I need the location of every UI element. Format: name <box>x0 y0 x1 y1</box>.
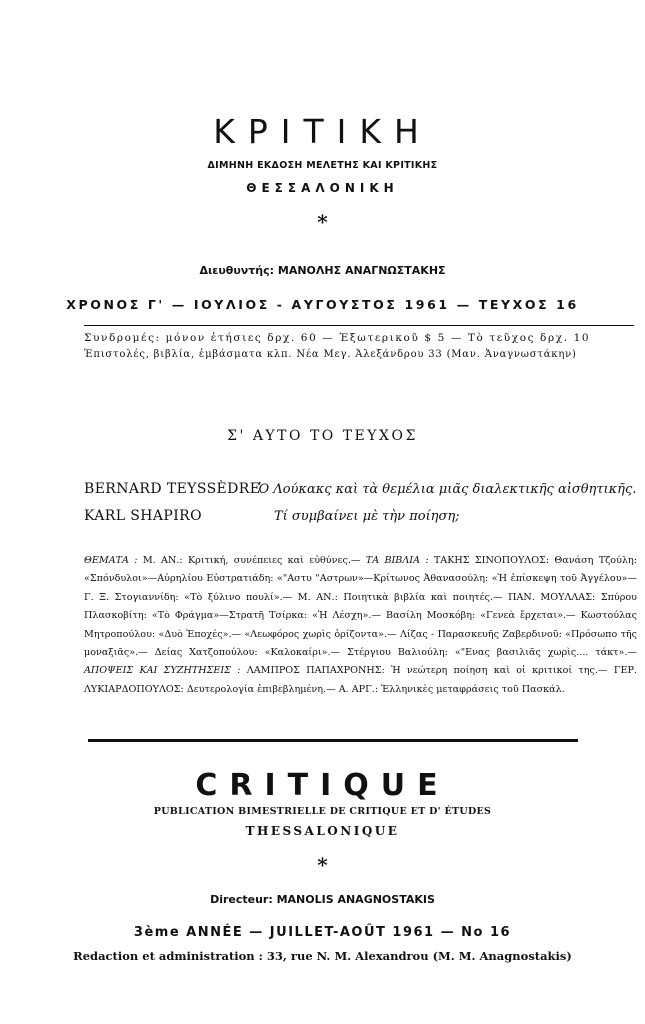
greek-director-label: Διευθυντής: <box>199 264 275 277</box>
asterisk-ornament-greek: * <box>317 210 328 234</box>
french-director-line <box>0 893 645 906</box>
article-title: Τί συμβαίνει μὲ τὴν ποίηση; <box>274 509 460 524</box>
greek-director-line <box>0 264 645 277</box>
greek-director-name: ΜΑΝΟΛΗΣ ΑΝΑΓΝΩΣΤΑΚΗΣ <box>277 264 446 277</box>
french-city: THESSALONIQUE <box>245 824 400 838</box>
french-director-label: Directeur: <box>210 893 273 906</box>
section-label-views: ΑΠΟΨΕΙΣ ΚΑΙ ΣΥΖΗΤΗΣΕΙΣ : <box>84 665 241 677</box>
books-text: ΤΑΚΗΣ ΣΙΝΟΠΟΥΛΟΣ: Θανάση Τζούλη: «Σπόνδυλοι»—Αὐρηλίου Εὐστρατιάδη: «"Αστυ "Αστρων»—Κρίτωνος Ἀθανασούλη: «Ἡ ἐπίσκεψη τοῦ Ἀγγέλου»—Γ. Ξ. Στογιαννίδη: «Τὸ ξύλινο πουλί».— Μ. ΑΝ.: Ποιητικὰ βιβλία καὶ ποιητές.— ΠΑΝ. ΜΟΥΛΛΑΣ: Σπύρου Πλασκοβίτη: «Τὸ Φράγμα»—Στρατῆ Τσίρκα: «Ἡ Λέσχη».— Βασίλη Μοσκόβη: «Γενεὰ ἔρχεται».— Κωστούλας Μητροπούλου: «Δυὸ Ἐποχές».— «Λεωφόρος χωρὶς ὁρίζοντα».— Λίζας - Παρασκευῆς Ζαβερδινοῦ: «Πρόσωπο τῆς μοναξιᾶς».— Δείας Χατζοπούλου: «Καλοκαίρι».— Στέργιου Βαλιούλη: «"Ενας βασιλιᾶς χωρὶς.... τάκτ».— <box>84 555 637 659</box>
section-label-themes: ΘΕΜΑΤΑ : <box>84 555 138 566</box>
french-subtitle: PUBLICATION BIMESTRIELLE DE CRITIQUE ET D' ÉTUDES <box>153 806 492 817</box>
greek-city: ΘΕΣΣΑΛΟΝΙΚΗ <box>246 181 399 195</box>
themes-paragraph <box>84 552 637 699</box>
greek-title: ΚΡΙΤΙΚΗ <box>213 112 432 151</box>
french-title: CRITIQUE <box>195 768 450 803</box>
contents-heading: Σ' ΑΥΤΟ ΤΟ ΤΕΥΧΟΣ <box>227 428 418 444</box>
subscriptions-line: Συνδρομές: μόνον ἐτήσιες δρχ. 60 — Ἐξωτερικοῦ $ 5 — Τὸ τεῦχος δρχ. 10 <box>84 332 591 344</box>
correspondence-line: Ἐπιστολές, βιβλία, ἐμβάσματα κλπ. Νέα Μεγ. Ἀλεξάνδρου 33 (Μαν. Ἀναγνωστάκην) <box>84 349 577 360</box>
article-author: BERNARD TEYSSÈDRE <box>84 481 261 497</box>
views-text: ΛΑΜΠΡΟΣ ΠΑΠΑΧΡΟΝΗΣ: Ἡ νεώτερη ποίηση καὶ οἱ κριτικοί της.— ΓΕΡ. ΛΥΚΙΑΡΔΟΠΟΥΛΟΣ: Δευτερολογία ἐπιβεβλημένη.— Α. ΑΡΓ.: Ἑλληνικὲς μεταφράσεις τοῦ Πασκάλ. <box>84 665 637 695</box>
greek-issue-line: ΧΡΟΝΟΣ Γ' — ΙΟΥΛΙΟΣ - ΑΥΓΟΥΣΤΟΣ 1961 — ΤΕΥΧΟΣ 16 <box>66 297 579 312</box>
article-title: Ὁ Λούκακς καὶ τὰ θεμέλια μιᾶς διαλεκτικῆς αἰσθητικῆς. <box>258 482 637 497</box>
greek-subtitle: ΔΙΜΗΝΗ ΕΚΔΟΣΗ ΜΕΛΕΤΗΣ ΚΑΙ ΚΡΙΤΙΚΗΣ <box>207 160 438 171</box>
article-author: KARL SHAPIRO <box>84 508 202 524</box>
section-label-books: ΤΑ ΒΙΒΛΙΑ : <box>365 555 429 566</box>
asterisk-ornament-french: * <box>317 853 328 877</box>
section-divider <box>88 739 578 742</box>
issue-divider <box>84 325 634 326</box>
french-issue-line: 3ème ANNÉE — JUILLET-AOÛT 1961 — No 16 <box>133 925 512 940</box>
redaction-line: Redaction et administration : 33, rue N. M. Alexandrou (M. M. Anagnostakis) <box>73 949 572 963</box>
french-director-name: MANOLIS ANAGNOSTAKIS <box>276 893 435 906</box>
themes-text: Μ. ΑΝ.: Κριτική, συνέπειες καὶ εὐθύνες.— <box>137 555 366 566</box>
